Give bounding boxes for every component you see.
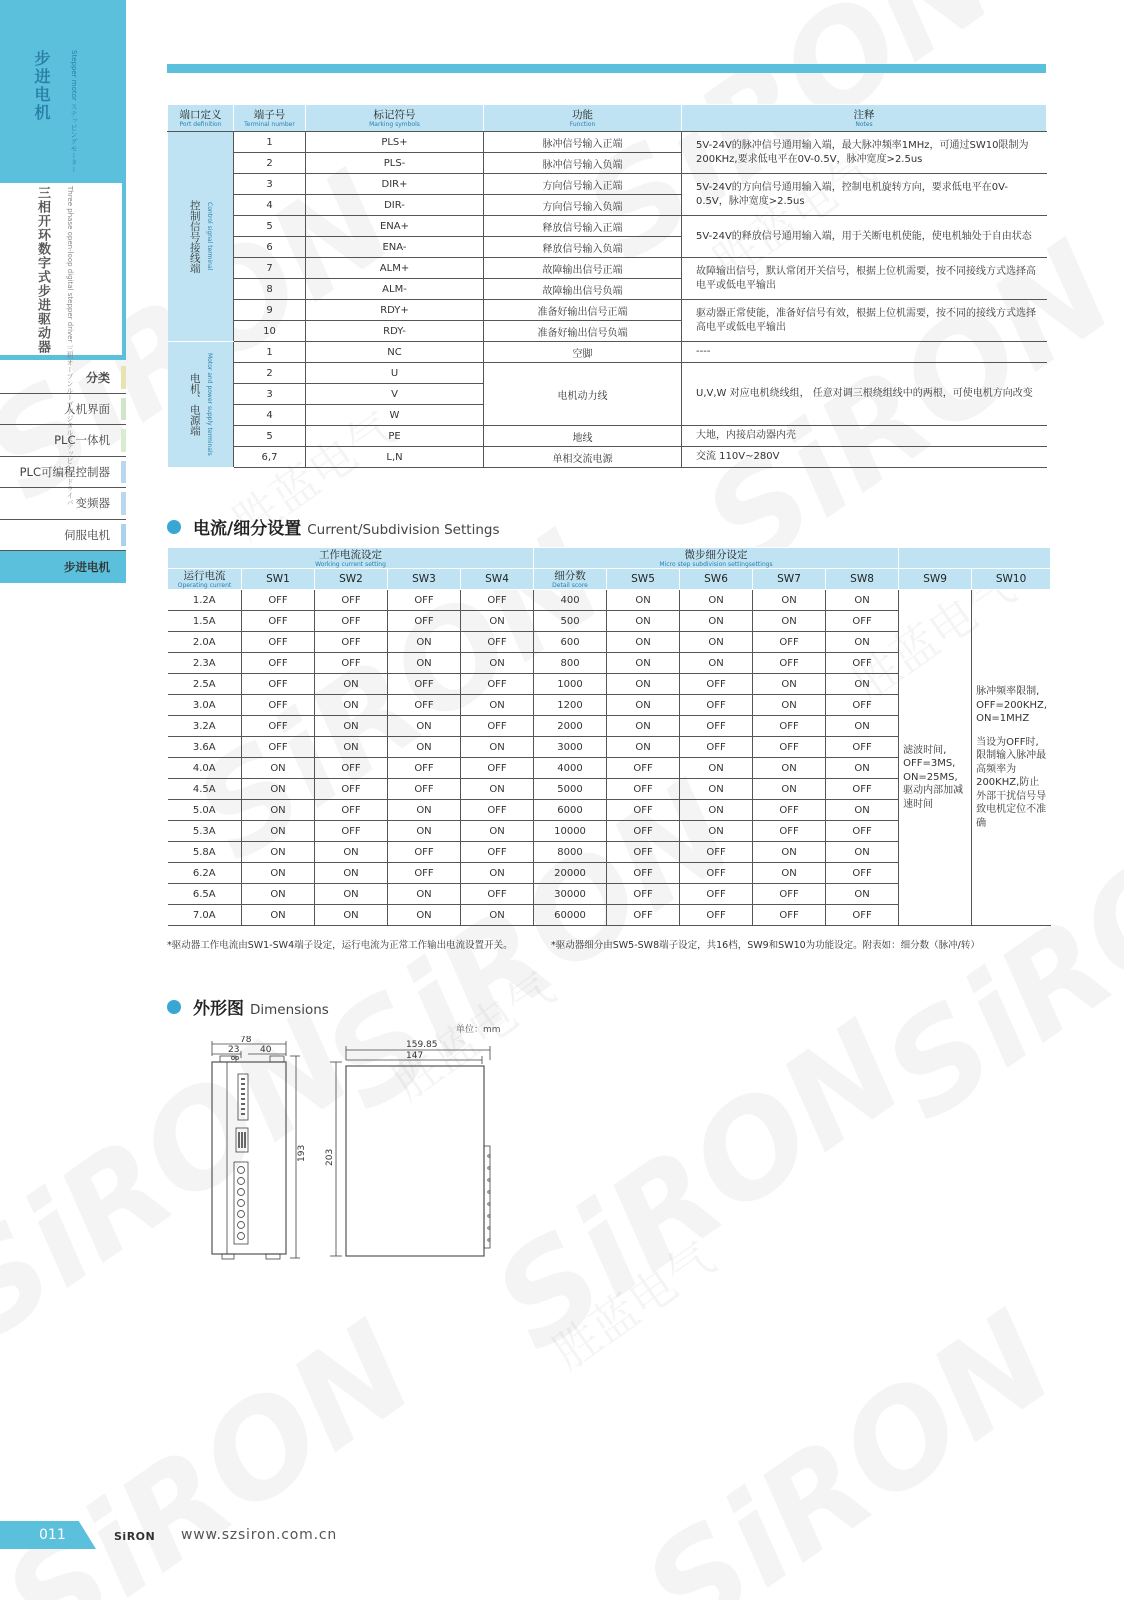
header-sw9: SW9 bbox=[899, 569, 972, 590]
bullet-icon bbox=[167, 520, 181, 534]
note: 故障输出信号，默认常闭开关信号，根据上位机需要，按不同接线方式选择高电平或低电平输出 bbox=[682, 258, 1047, 300]
switch-state: OFF bbox=[826, 737, 899, 758]
header-sw10: SW10 bbox=[972, 569, 1051, 590]
switch-state: ON bbox=[461, 821, 534, 842]
switch-state: OFF bbox=[753, 821, 826, 842]
switch-state: ON bbox=[461, 737, 534, 758]
switch-state: OFF bbox=[242, 716, 315, 737]
marking-symbol: L,N bbox=[306, 447, 484, 468]
table-row bbox=[168, 216, 1047, 237]
current-value: 5.3A bbox=[168, 821, 242, 842]
switch-state: OFF bbox=[826, 905, 899, 926]
marking-symbol: PLS+ bbox=[306, 132, 484, 153]
switch-state: OFF bbox=[315, 632, 388, 653]
terminal-number: 3 bbox=[234, 174, 306, 195]
switch-state: ON bbox=[242, 821, 315, 842]
switch-state: OFF bbox=[826, 863, 899, 884]
terminal-number: 4 bbox=[234, 405, 306, 426]
switch-state: ON bbox=[826, 590, 899, 611]
current-value: 1.5A bbox=[168, 611, 242, 632]
nav-item-hmi[interactable]: 人机界面 bbox=[0, 394, 126, 426]
website-link[interactable]: www.szsiron.com.cn bbox=[181, 1527, 337, 1543]
terminal-number: 1 bbox=[234, 342, 306, 363]
table-row bbox=[168, 300, 1047, 321]
switch-state: ON bbox=[753, 611, 826, 632]
switch-state: ON bbox=[753, 779, 826, 800]
switch-state: OFF bbox=[461, 632, 534, 653]
switch-state: OFF bbox=[680, 716, 753, 737]
switch-state: OFF bbox=[461, 884, 534, 905]
sw10-note-limit: 脉冲频率限制, OFF=200KHZ, ON=1MHZ bbox=[976, 686, 1048, 724]
switch-state: ON bbox=[680, 653, 753, 674]
function: 故障输出信号正端 bbox=[484, 258, 682, 279]
subdivision-value: 3000 bbox=[534, 737, 607, 758]
header-micro-step: 微步细分设定 Micro step subdivision settingsettings bbox=[534, 548, 899, 569]
terminal-number: 10 bbox=[234, 321, 306, 342]
section-heading-current bbox=[167, 514, 500, 539]
switch-state: OFF bbox=[680, 674, 753, 695]
switch-state: OFF bbox=[680, 695, 753, 716]
header-sw6: SW6 bbox=[680, 569, 753, 590]
nav-header: 分类 bbox=[0, 362, 126, 394]
switch-state: ON bbox=[826, 758, 899, 779]
section-heading-dimensions bbox=[167, 994, 329, 1019]
group-header-row bbox=[168, 548, 1051, 569]
switch-state: ON bbox=[607, 632, 680, 653]
subdivision-value: 500 bbox=[534, 611, 607, 632]
switch-state: OFF bbox=[826, 611, 899, 632]
switch-state: OFF bbox=[461, 800, 534, 821]
switch-state: OFF bbox=[242, 632, 315, 653]
switch-state: ON bbox=[461, 863, 534, 884]
switch-state: OFF bbox=[753, 632, 826, 653]
function: 准备好输出信号正端 bbox=[484, 300, 682, 321]
switch-state: OFF bbox=[607, 905, 680, 926]
switch-state: OFF bbox=[242, 674, 315, 695]
marking-symbol: PE bbox=[306, 426, 484, 447]
subdivision-value: 4000 bbox=[534, 758, 607, 779]
nav-item-plc-all-in-one[interactable]: PLC一体机 bbox=[0, 425, 126, 457]
switch-state: OFF bbox=[461, 674, 534, 695]
current-value: 3.0A bbox=[168, 695, 242, 716]
marking-symbol: RDY+ bbox=[306, 300, 484, 321]
terminal-number: 6,7 bbox=[234, 447, 306, 468]
switch-state: OFF bbox=[242, 695, 315, 716]
switch-state: ON bbox=[607, 590, 680, 611]
header-terminal: 端子号 Terminal number bbox=[234, 105, 306, 132]
terminal-number: 3 bbox=[234, 384, 306, 405]
dim-side-outer: 159.85 bbox=[406, 1040, 438, 1050]
switch-state: ON bbox=[461, 611, 534, 632]
switch-state: ON bbox=[242, 863, 315, 884]
switch-state: ON bbox=[680, 758, 753, 779]
subdivision-value: 20000 bbox=[534, 863, 607, 884]
switch-state: OFF bbox=[680, 884, 753, 905]
brand-logo: SiRON bbox=[114, 1530, 156, 1543]
marking-symbol: ENA+ bbox=[306, 216, 484, 237]
current-value: 1.2A bbox=[168, 590, 242, 611]
subdivision-value: 30000 bbox=[534, 884, 607, 905]
switch-state: OFF bbox=[607, 884, 680, 905]
dim-side-inner: 147 bbox=[406, 1051, 424, 1061]
switch-state: ON bbox=[242, 884, 315, 905]
marking-symbol: V bbox=[306, 384, 484, 405]
switch-state: ON bbox=[315, 674, 388, 695]
switch-state: ON bbox=[607, 737, 680, 758]
switch-state: OFF bbox=[607, 800, 680, 821]
subdivision-value: 6000 bbox=[534, 800, 607, 821]
switch-state: OFF bbox=[388, 842, 461, 863]
subdivision-value: 600 bbox=[534, 632, 607, 653]
switch-state: ON bbox=[753, 863, 826, 884]
switch-state: OFF bbox=[607, 758, 680, 779]
function: 电机动力线 bbox=[484, 363, 682, 426]
switch-state: OFF bbox=[753, 737, 826, 758]
switch-state: OFF bbox=[680, 863, 753, 884]
current-value: 7.0A bbox=[168, 905, 242, 926]
switch-state: ON bbox=[680, 821, 753, 842]
dim-front-width: 78 bbox=[240, 1036, 252, 1045]
dim-front-left: 23 bbox=[228, 1045, 240, 1055]
switch-state: ON bbox=[607, 716, 680, 737]
switch-state: OFF bbox=[315, 821, 388, 842]
product-title-en: Three phase open-loop digital stepper driver 三相オープンループデジタルステッピングドライバ bbox=[66, 186, 74, 506]
switch-state: OFF bbox=[753, 716, 826, 737]
table-row bbox=[168, 447, 1047, 468]
switch-state: ON bbox=[315, 737, 388, 758]
switch-state: OFF bbox=[461, 758, 534, 779]
note: 驱动器正常使能，准备好信号有效，根据上位机需要，按不同的接线方式选择高电平或低电平输出 bbox=[682, 300, 1047, 342]
sidebar-product-panel bbox=[0, 183, 122, 355]
switch-state: OFF bbox=[680, 737, 753, 758]
header-sw7: SW7 bbox=[753, 569, 826, 590]
terminal-number: 8 bbox=[234, 279, 306, 300]
switch-state: ON bbox=[388, 737, 461, 758]
switch-state: OFF bbox=[242, 737, 315, 758]
note: ---- bbox=[682, 342, 1047, 363]
subdivision-value: 800 bbox=[534, 653, 607, 674]
table-row bbox=[168, 363, 1047, 384]
nav-item-plc[interactable]: PLC可编程控制器 bbox=[0, 457, 126, 489]
switch-state: ON bbox=[607, 695, 680, 716]
switch-state: ON bbox=[753, 842, 826, 863]
header-port: 端口定义 Port definition bbox=[168, 105, 234, 132]
switch-state: ON bbox=[607, 611, 680, 632]
function: 准备好输出信号负端 bbox=[484, 321, 682, 342]
header-sw4: SW4 bbox=[461, 569, 534, 590]
switch-state: OFF bbox=[315, 758, 388, 779]
switch-state: ON bbox=[753, 758, 826, 779]
unit-label: 单位：mm bbox=[456, 1025, 501, 1035]
terminal-number: 4 bbox=[234, 195, 306, 216]
switch-state: ON bbox=[242, 800, 315, 821]
switch-state: OFF bbox=[826, 653, 899, 674]
switch-state: ON bbox=[315, 695, 388, 716]
dim-front-right: 40 bbox=[260, 1045, 272, 1055]
switch-state: OFF bbox=[388, 779, 461, 800]
bullet-icon bbox=[167, 1000, 181, 1014]
category-title-en: Stepper motor ステッピングモーター bbox=[70, 50, 78, 174]
note: 5V-24V的方向信号通用输入端，控制电机旋转方向，要求低电平在0V-0.5V，脉冲宽度>2.5us bbox=[682, 174, 1047, 216]
category-title: 步进电机 bbox=[32, 50, 51, 122]
terminal-number: 5 bbox=[234, 216, 306, 237]
switch-state: ON bbox=[680, 590, 753, 611]
switch-state: OFF bbox=[242, 653, 315, 674]
note: 5V-24V的脉冲信号通用输入端，最大脉冲频率1MHz，可通过SW10限制为200KHz,要求低电平在0V-0.5V，脉冲宽度>2.5us bbox=[682, 132, 1047, 174]
marking-symbol: DIR+ bbox=[306, 174, 484, 195]
current-value: 3.6A bbox=[168, 737, 242, 758]
switch-state: OFF bbox=[242, 611, 315, 632]
terminal-number: 2 bbox=[234, 363, 306, 384]
switch-state: ON bbox=[315, 842, 388, 863]
switch-state: ON bbox=[388, 632, 461, 653]
subdivision-value: 8000 bbox=[534, 842, 607, 863]
note: 大地，内接启动器内壳 bbox=[682, 426, 1047, 447]
header-sw5: SW5 bbox=[607, 569, 680, 590]
nav-item-servo[interactable]: 伺服电机 bbox=[0, 520, 126, 552]
function: 单相交流电源 bbox=[484, 447, 682, 468]
sw10-note-detail: 当设为OFF时,限制输入脉冲最高频率为200KHZ,防止外部干扰信号导致电机定位不准确 bbox=[976, 736, 1047, 829]
switch-state: OFF bbox=[315, 590, 388, 611]
group-motor-power: 电机、电源端 Motor and power supply terminals bbox=[168, 342, 234, 468]
header-detail-score: 细分数 Detail score bbox=[534, 569, 607, 590]
switch-state: OFF bbox=[753, 800, 826, 821]
note: U,V,W 对应电机绕线组， 任意对调三根绕组线中的两根，可使电机方向改变 bbox=[682, 363, 1047, 426]
switch-state: ON bbox=[461, 905, 534, 926]
watermark-logo bbox=[618, 1283, 1080, 1600]
dim-front-height: 193 bbox=[297, 1144, 307, 1162]
switch-state: OFF bbox=[315, 800, 388, 821]
subdivision-value: 1000 bbox=[534, 674, 607, 695]
switch-state: ON bbox=[388, 884, 461, 905]
marking-symbol: DIR- bbox=[306, 195, 484, 216]
product-title: 三相开环数字式步进驱动器 bbox=[35, 186, 50, 354]
terminal-number: 6 bbox=[234, 237, 306, 258]
switch-state: ON bbox=[461, 653, 534, 674]
column-header-row bbox=[168, 569, 1051, 590]
top-accent-bar bbox=[167, 64, 1046, 73]
dimension-drawing bbox=[200, 1036, 520, 1286]
switch-state: ON bbox=[680, 800, 753, 821]
switch-state: OFF bbox=[753, 884, 826, 905]
marking-symbol: ALM- bbox=[306, 279, 484, 300]
terminal-number: 7 bbox=[234, 258, 306, 279]
switch-state: ON bbox=[388, 716, 461, 737]
section-title-en: Dimensions bbox=[250, 1002, 329, 1018]
function: 空脚 bbox=[484, 342, 682, 363]
header-sw8: SW8 bbox=[826, 569, 899, 590]
switch-state: ON bbox=[242, 842, 315, 863]
subdivision-value: 1200 bbox=[534, 695, 607, 716]
section-title: 电流/细分设置 bbox=[193, 519, 302, 539]
marking-symbol: PLS- bbox=[306, 153, 484, 174]
sidebar-nav bbox=[0, 362, 126, 583]
table-row bbox=[168, 426, 1047, 447]
page-number: 011 bbox=[39, 1527, 66, 1543]
function: 方向信号输入正端 bbox=[484, 174, 682, 195]
switch-state: OFF bbox=[388, 611, 461, 632]
header-symbol: 标记符号 Marking symbols bbox=[306, 105, 484, 132]
function: 脉冲信号输入负端 bbox=[484, 153, 682, 174]
switch-state: ON bbox=[388, 800, 461, 821]
switch-state: OFF bbox=[826, 821, 899, 842]
table-header-row bbox=[168, 105, 1047, 132]
switch-state: OFF bbox=[388, 863, 461, 884]
header-notes: 注释 Notes bbox=[682, 105, 1047, 132]
switch-state: ON bbox=[315, 863, 388, 884]
switch-state: ON bbox=[607, 674, 680, 695]
switch-state: OFF bbox=[388, 758, 461, 779]
watermark-logo bbox=[468, 993, 930, 1380]
marking-symbol: U bbox=[306, 363, 484, 384]
switch-state: ON bbox=[826, 884, 899, 905]
function: 脉冲信号输入正端 bbox=[484, 132, 682, 153]
table-row bbox=[168, 258, 1047, 279]
table-row bbox=[168, 590, 1051, 611]
switch-state: ON bbox=[242, 905, 315, 926]
switch-state: OFF bbox=[242, 590, 315, 611]
switch-state: ON bbox=[680, 611, 753, 632]
switch-state: OFF bbox=[753, 653, 826, 674]
current-value: 5.0A bbox=[168, 800, 242, 821]
function: 地线 bbox=[484, 426, 682, 447]
switch-state: OFF bbox=[461, 716, 534, 737]
switch-state: OFF bbox=[607, 821, 680, 842]
switch-state: OFF bbox=[388, 590, 461, 611]
header-sw1: SW1 bbox=[242, 569, 315, 590]
switch-state: ON bbox=[826, 800, 899, 821]
switch-state: OFF bbox=[607, 779, 680, 800]
switch-state: ON bbox=[826, 632, 899, 653]
switch-state: ON bbox=[388, 653, 461, 674]
current-value: 6.5A bbox=[168, 884, 242, 905]
switch-state: OFF bbox=[315, 611, 388, 632]
switch-state: ON bbox=[388, 821, 461, 842]
dim-side-height: 203 bbox=[325, 1148, 335, 1166]
switch-state: OFF bbox=[753, 905, 826, 926]
function: 方向信号输入负端 bbox=[484, 195, 682, 216]
header-working-current: 工作电流设定 Working current setting bbox=[168, 548, 534, 569]
switch-state: OFF bbox=[461, 590, 534, 611]
note: 5V-24V的释放信号通用输入端，用于关断电机使能，使电机轴处于自由状态 bbox=[682, 216, 1047, 258]
switch-state: OFF bbox=[388, 674, 461, 695]
switch-state: OFF bbox=[315, 653, 388, 674]
switch-state: OFF bbox=[607, 863, 680, 884]
sw10-note bbox=[972, 590, 1051, 926]
header-operating-current: 运行电流 Operating current bbox=[168, 569, 242, 590]
current-value: 2.0A bbox=[168, 632, 242, 653]
switch-state: OFF bbox=[388, 695, 461, 716]
marking-symbol: NC bbox=[306, 342, 484, 363]
subdivision-value: 60000 bbox=[534, 905, 607, 926]
table-row bbox=[168, 342, 1047, 363]
table-row bbox=[168, 132, 1047, 153]
switch-state: ON bbox=[315, 905, 388, 926]
switch-state: ON bbox=[826, 842, 899, 863]
switch-state: ON bbox=[461, 695, 534, 716]
current-value: 6.2A bbox=[168, 863, 242, 884]
switch-state: OFF bbox=[680, 905, 753, 926]
footnote-current: *驱动器工作电流由SW1-SW4端子设定，运行电流为正常工作输出电流设置开关。 bbox=[167, 940, 513, 951]
terminal-number: 5 bbox=[234, 426, 306, 447]
header-sw3: SW3 bbox=[388, 569, 461, 590]
subdivision-value: 10000 bbox=[534, 821, 607, 842]
switch-state: ON bbox=[607, 653, 680, 674]
nav-item-stepper[interactable]: 步进电机 bbox=[0, 551, 126, 583]
switch-state: OFF bbox=[680, 842, 753, 863]
header-blank bbox=[899, 548, 1051, 569]
switch-state: ON bbox=[680, 779, 753, 800]
switch-state: ON bbox=[315, 884, 388, 905]
subdivision-value: 400 bbox=[534, 590, 607, 611]
switch-state: OFF bbox=[826, 695, 899, 716]
footnote-subdivision: *驱动器细分由SW5-SW8端子设定，共16档，SW9和SW10为功能设定。附表如：细分数（脉冲/转） bbox=[551, 940, 980, 951]
port-definition-table bbox=[167, 104, 1047, 468]
switch-state: OFF bbox=[315, 779, 388, 800]
switch-state: ON bbox=[826, 674, 899, 695]
subdivision-value: 5000 bbox=[534, 779, 607, 800]
switch-state: ON bbox=[461, 779, 534, 800]
header-sw2: SW2 bbox=[315, 569, 388, 590]
switch-state: ON bbox=[388, 905, 461, 926]
note: 交流 110V~280V bbox=[682, 447, 1047, 468]
group-control-signal: 控制信号接线端 Control signal terminal bbox=[168, 132, 234, 342]
header-function: 功能 Function bbox=[484, 105, 682, 132]
switch-state: ON bbox=[680, 632, 753, 653]
subdivision-value: 2000 bbox=[534, 716, 607, 737]
marking-symbol: ALM+ bbox=[306, 258, 484, 279]
switch-state: OFF bbox=[826, 779, 899, 800]
sw9-note: 滤波时间, OFF=3MS, ON=25MS, 驱动内部加减速时间 bbox=[899, 590, 972, 926]
table-row bbox=[168, 174, 1047, 195]
current-value: 4.5A bbox=[168, 779, 242, 800]
switch-state: ON bbox=[242, 758, 315, 779]
switch-state: ON bbox=[826, 716, 899, 737]
switch-state: OFF bbox=[461, 842, 534, 863]
function: 释放信号输入负端 bbox=[484, 237, 682, 258]
section-title-en: Current/Subdivision Settings bbox=[307, 522, 500, 538]
marking-symbol: RDY- bbox=[306, 321, 484, 342]
section-title: 外形图 bbox=[193, 999, 244, 1019]
switch-state: OFF bbox=[607, 842, 680, 863]
switch-state: ON bbox=[753, 674, 826, 695]
switch-state: ON bbox=[753, 695, 826, 716]
current-subdivision-table bbox=[167, 547, 1051, 926]
watermark-text bbox=[538, 1223, 727, 1383]
current-value: 4.0A bbox=[168, 758, 242, 779]
switch-state: ON bbox=[315, 716, 388, 737]
function: 故障输出信号负端 bbox=[484, 279, 682, 300]
current-value: 2.3A bbox=[168, 653, 242, 674]
terminal-number: 2 bbox=[234, 153, 306, 174]
switch-state: ON bbox=[753, 590, 826, 611]
switch-state: ON bbox=[242, 779, 315, 800]
current-value: 5.8A bbox=[168, 842, 242, 863]
current-value: 3.2A bbox=[168, 716, 242, 737]
current-value: 2.5A bbox=[168, 674, 242, 695]
marking-symbol: ENA- bbox=[306, 237, 484, 258]
function: 释放信号输入正端 bbox=[484, 216, 682, 237]
terminal-number: 9 bbox=[234, 300, 306, 321]
terminal-number: 1 bbox=[234, 132, 306, 153]
watermark-logo bbox=[0, 1293, 440, 1600]
nav-item-inverter[interactable]: 变频器 bbox=[0, 488, 126, 520]
marking-symbol: W bbox=[306, 405, 484, 426]
